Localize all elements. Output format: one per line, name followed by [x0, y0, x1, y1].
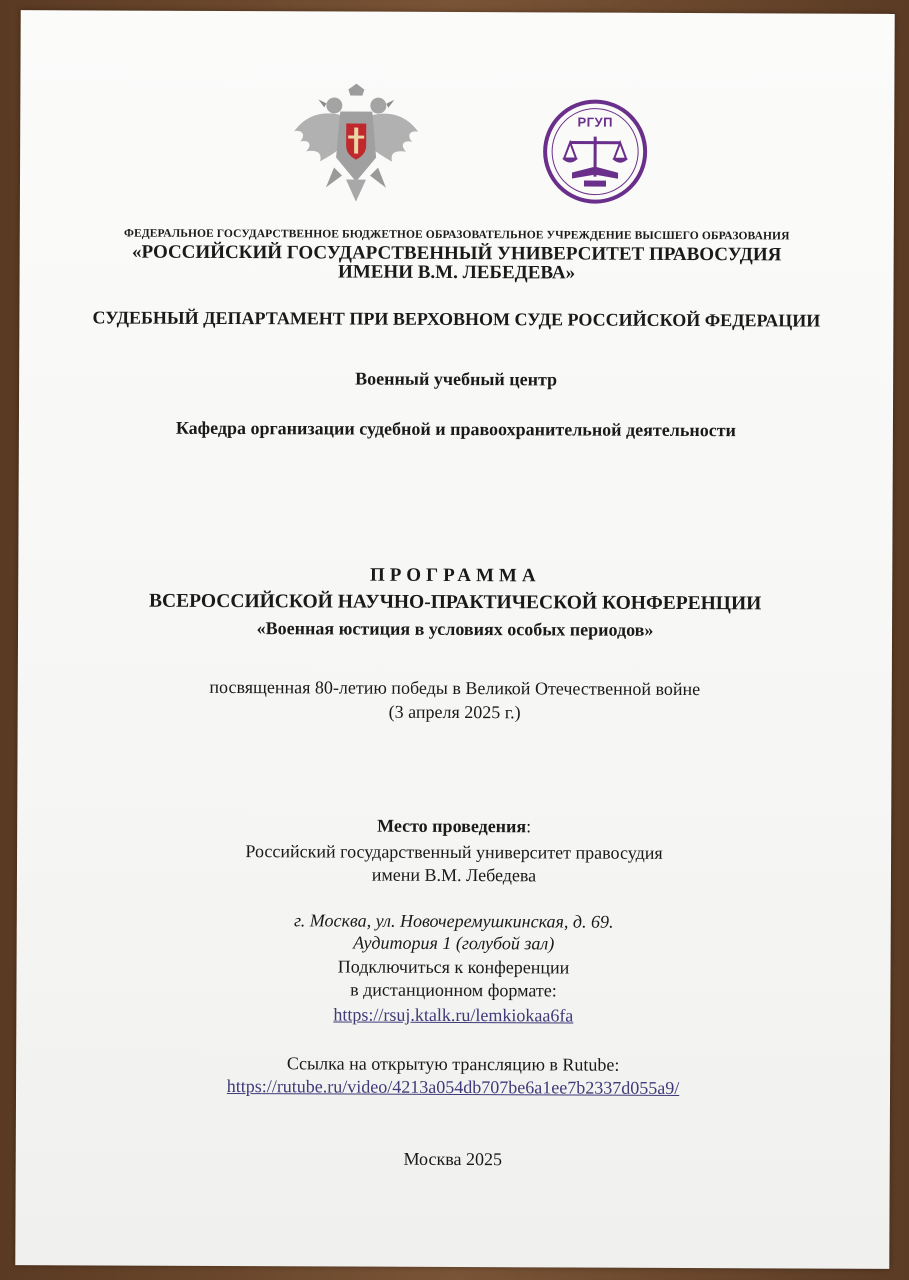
rutube-stream-link[interactable]: https://rutube.ru/video/4213a054db707be6a1ee7b2337d055a9/: [226, 1076, 680, 1098]
connect-line-1: Подключиться к конференции: [337, 956, 570, 978]
connect-line-2: в дистанционном формате:: [350, 979, 557, 1001]
chair-name: Кафедра организации судебной и правоохранительной деятельности: [175, 417, 736, 441]
address-line-2: Аудитория 1 (голубой зал): [353, 932, 555, 954]
venue-place-line-1: Российский государственный университет правосудия: [245, 841, 663, 863]
venue-label: [17, 814, 891, 839]
stream-link-row: [16, 1075, 890, 1100]
university-name-line-2: ИМЕНИ В.М. ЛЕБЕДЕВА»: [338, 261, 576, 284]
venue-label-colon: :: [526, 816, 532, 837]
venue-place: [17, 839, 891, 889]
coat-of-arms-emblem: [290, 83, 423, 206]
federal-institution-line: ФЕДЕРАЛЬНОЕ ГОСУДАРСТВЕННОЕ БЮДЖЕТНОЕ ОБРАЗОВАТЕЛЬНОЕ УЧРЕЖДЕНИЕ ВЫСШЕГО ОБРАЗОВАНИЯ: [123, 227, 790, 243]
address-line-1: г. Москва, ул. Новочеремушкинская, д. 69.: [293, 910, 614, 932]
conference-date: (3 апреля 2025 г.): [388, 701, 521, 723]
training-center: Военный учебный центр: [355, 368, 558, 390]
venue-address: [17, 908, 891, 956]
university-name-line-1: «РОССИЙСКИЙ ГОСУДАРСТВЕННЫЙ УНИВЕРСИТЕТ ПРАВОСУДИЯ: [131, 241, 782, 266]
online-link-row: [16, 1003, 890, 1028]
dedication-line-1: посвященная 80-летию победы в Великой Отечественной войне: [209, 676, 701, 700]
judicial-department: СУДЕБНЫЙ ДЕПАРТАМЕНТ ПРИ ВЕРХОВНОМ СУДЕ РОССИЙСКОЙ ФЕДЕРАЦИИ: [92, 307, 821, 331]
conference-topic: «Военная юстиция в условиях особых периодов»: [256, 618, 654, 640]
conference-title: ВСЕРОССИЙСКОЙ НАУЧНО-ПРАКТИЧЕСКОЙ КОНФЕРЕНЦИИ: [148, 590, 762, 615]
venue-label-text: Место проведения: [377, 815, 527, 837]
logo-text: РГУП: [577, 114, 614, 130]
dedication: [18, 674, 892, 726]
remote-connect-info: [16, 954, 890, 1004]
online-conference-link[interactable]: https://rsuj.ktalk.ru/lemkiokaa6fa: [333, 1004, 574, 1026]
scales-of-justice-icon: [538, 96, 652, 206]
university-name: [20, 242, 894, 284]
venue-place-line-2: имени В.М. Лебедева: [371, 864, 537, 886]
city-year: Москва 2025: [403, 1148, 503, 1170]
stream-label: Ссылка на открытую трансляцию в Rutube:: [286, 1053, 620, 1075]
university-logo: [538, 96, 652, 206]
program-title: ПРОГРАММА: [369, 564, 541, 587]
document-page: [15, 10, 894, 1269]
